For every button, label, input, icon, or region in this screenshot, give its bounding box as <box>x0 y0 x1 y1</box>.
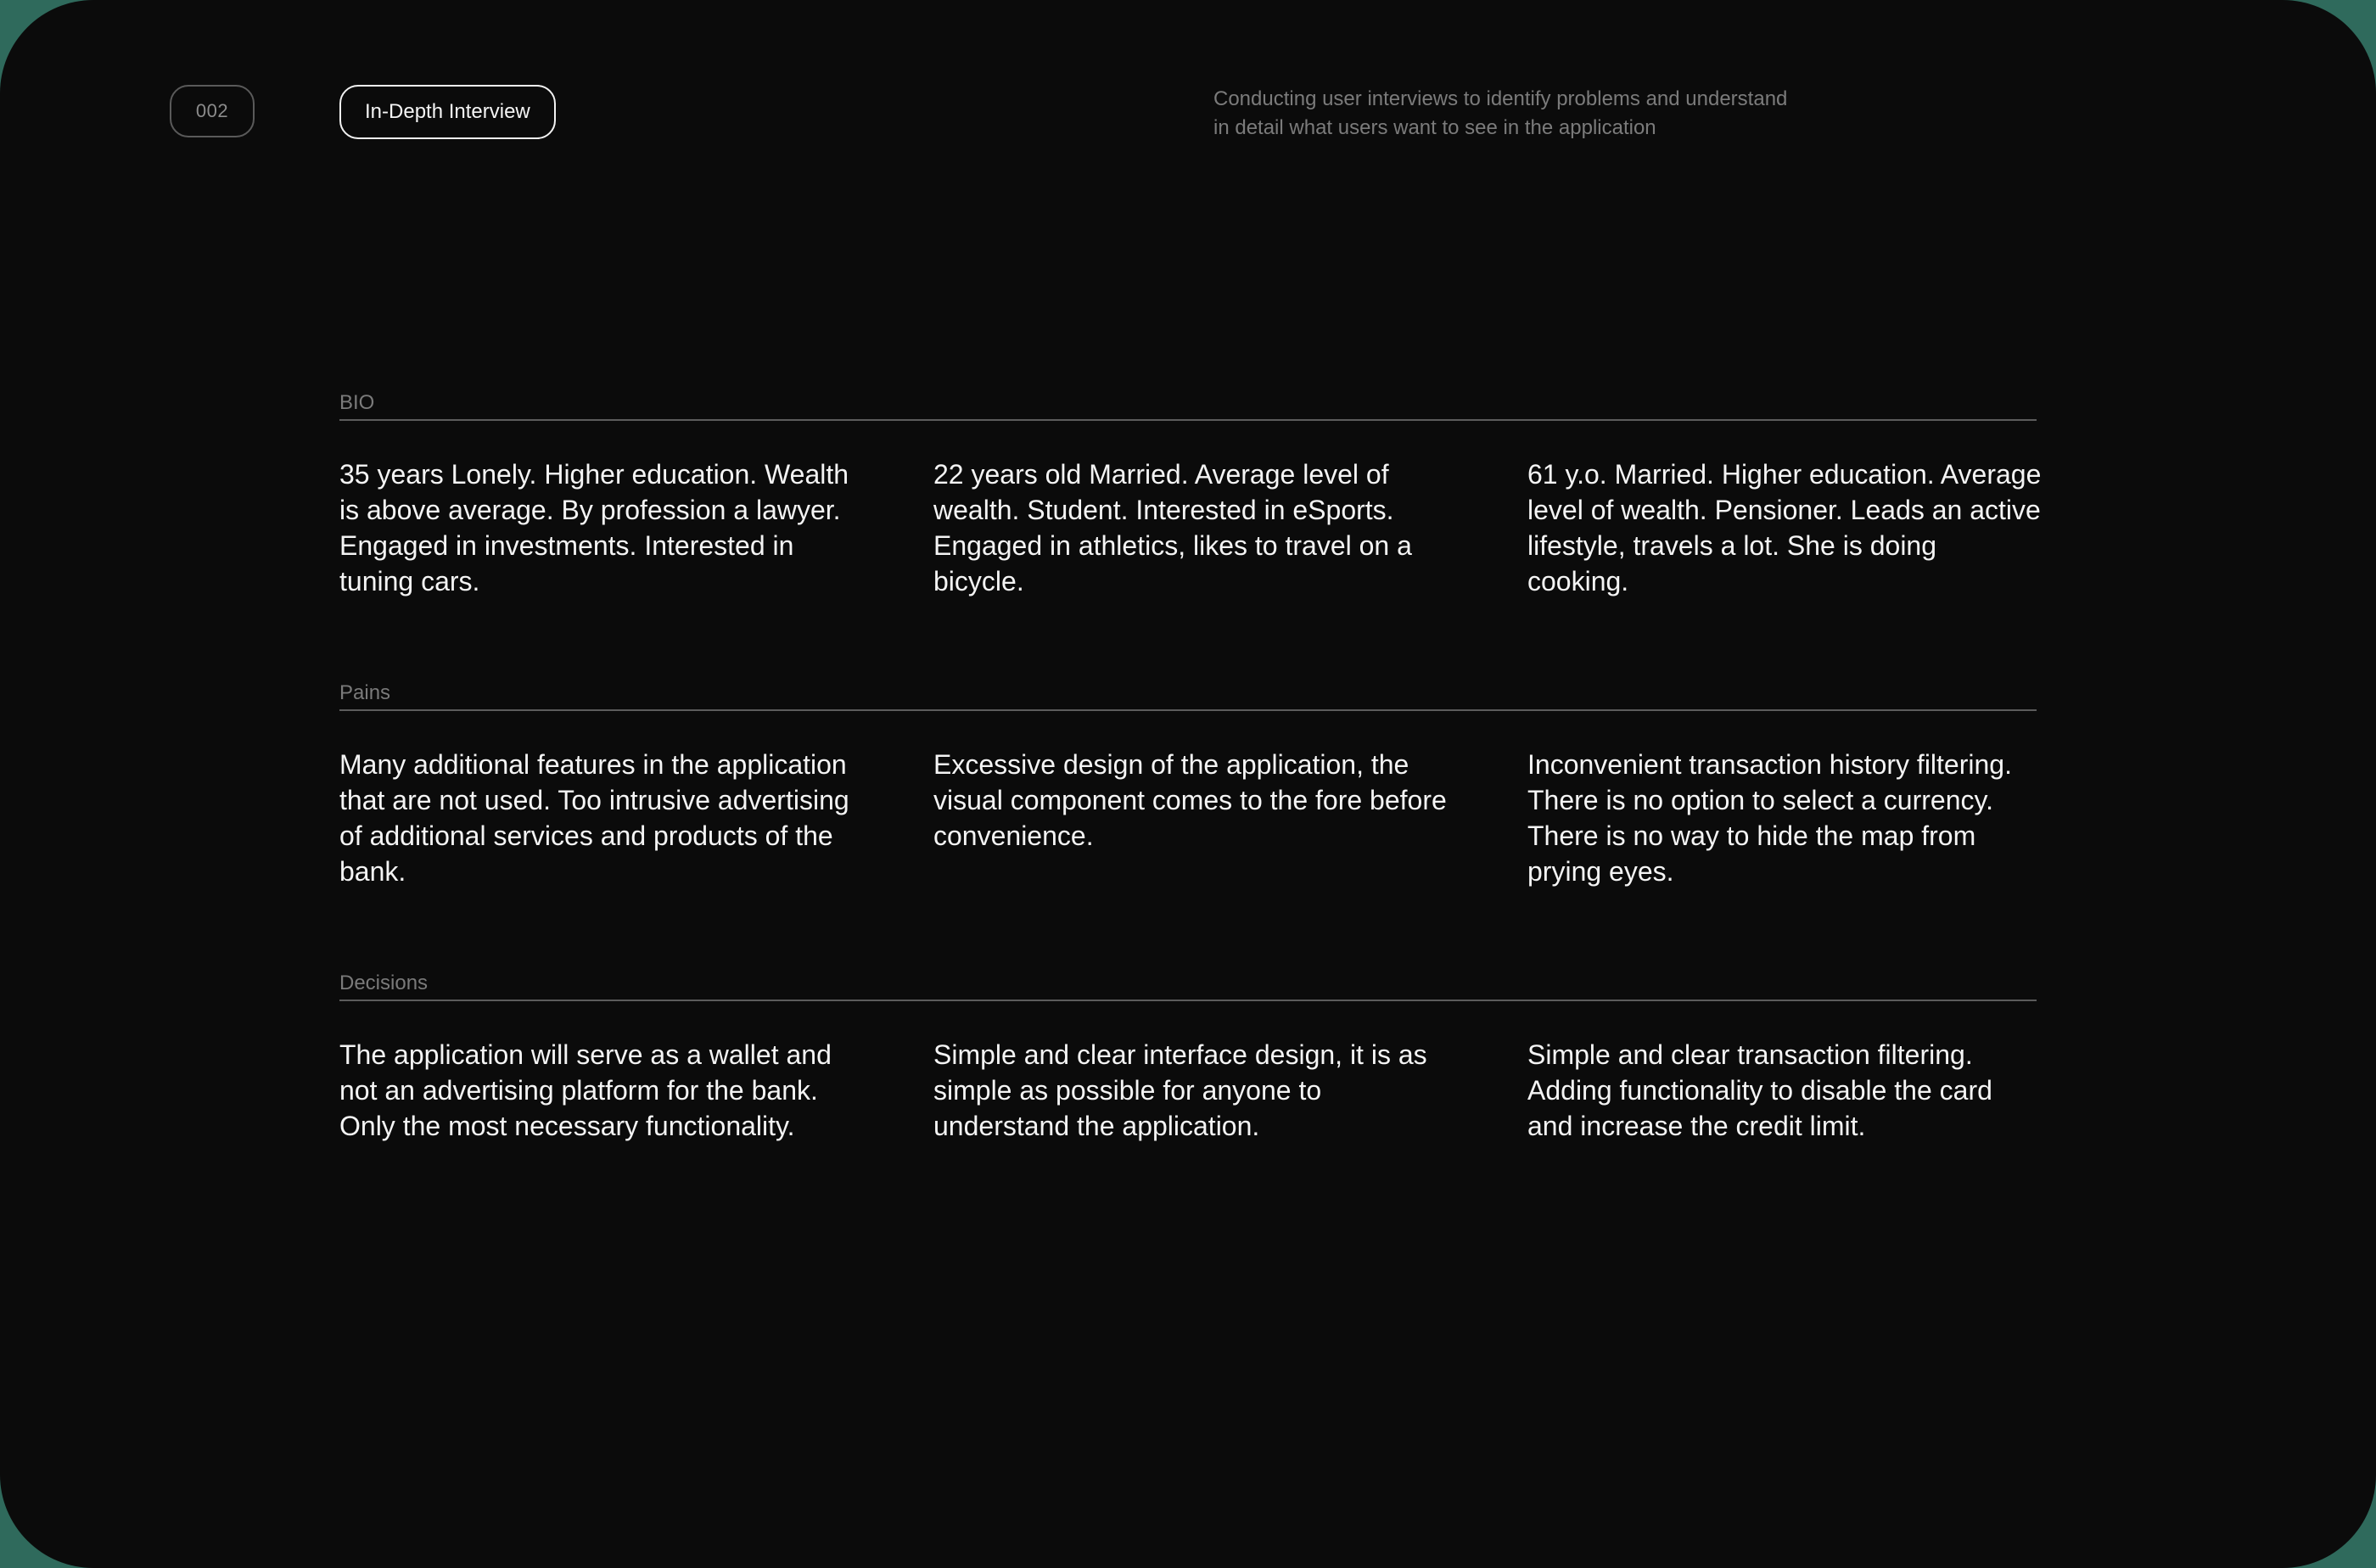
pains-columns <box>339 711 2037 887</box>
pains-label: Pains <box>339 681 391 704</box>
decisions-persona-1: The application will serve as a wallet and not an advertising platform for the bank. Only the most necessary functionality. <box>339 1039 832 1141</box>
bio-persona-3: 61 y.o. Married. Higher education. Average level of wealth. Pensioner. Leads an active lifestyle, travels a lot. She is doing cooking. <box>1527 459 2042 596</box>
bio-persona-1: 35 years Lonely. Higher education. Wealth is above average. By profession a lawyer. Engaged in investments. Interested in tuning cars. <box>339 459 849 596</box>
pains-persona-3: Inconvenient transaction history filtering. There is no option to select a currency. There is no way to hide the map from prying eyes. <box>1527 749 2012 887</box>
header-description <box>1213 85 1858 143</box>
decisions-persona-3: Simple and clear transaction filtering. Adding functionality to disable the card and increase the credit limit. <box>1527 1039 1992 1141</box>
section-title: In-Depth Interview <box>365 100 530 123</box>
bio-label: BIO <box>339 391 375 414</box>
pains-persona-2: Excessive design of the application, the visual component comes to the fore before convenience. <box>933 749 1447 851</box>
bio-columns <box>339 421 2042 596</box>
bio-section <box>339 390 2042 596</box>
decisions-persona-2: Simple and clear interface design, it is as simple as possible for anyone to understand the application. <box>933 1039 1427 1141</box>
bio-persona-2: 22 years old Married. Average level of wealth. Student. Interested in eSports. Engaged in athletics, likes to travel on a bicycle. <box>933 459 1412 596</box>
section-title-pill <box>339 85 556 139</box>
decisions-label: Decisions <box>339 972 429 994</box>
pains-section <box>339 680 2037 887</box>
decisions-section <box>339 971 2037 1171</box>
page-number: 002 <box>195 100 229 121</box>
description-line-2: in detail what users want to see in the application <box>1213 116 1656 139</box>
page-number-badge <box>170 85 255 137</box>
decisions-columns <box>339 1001 2037 1171</box>
pains-persona-1: Many additional features in the application that are not used. Too intrusive advertising of additional services and products of the bank. <box>339 749 849 887</box>
description-line-1: Conducting user interviews to identify problems and understand <box>1213 87 1788 110</box>
